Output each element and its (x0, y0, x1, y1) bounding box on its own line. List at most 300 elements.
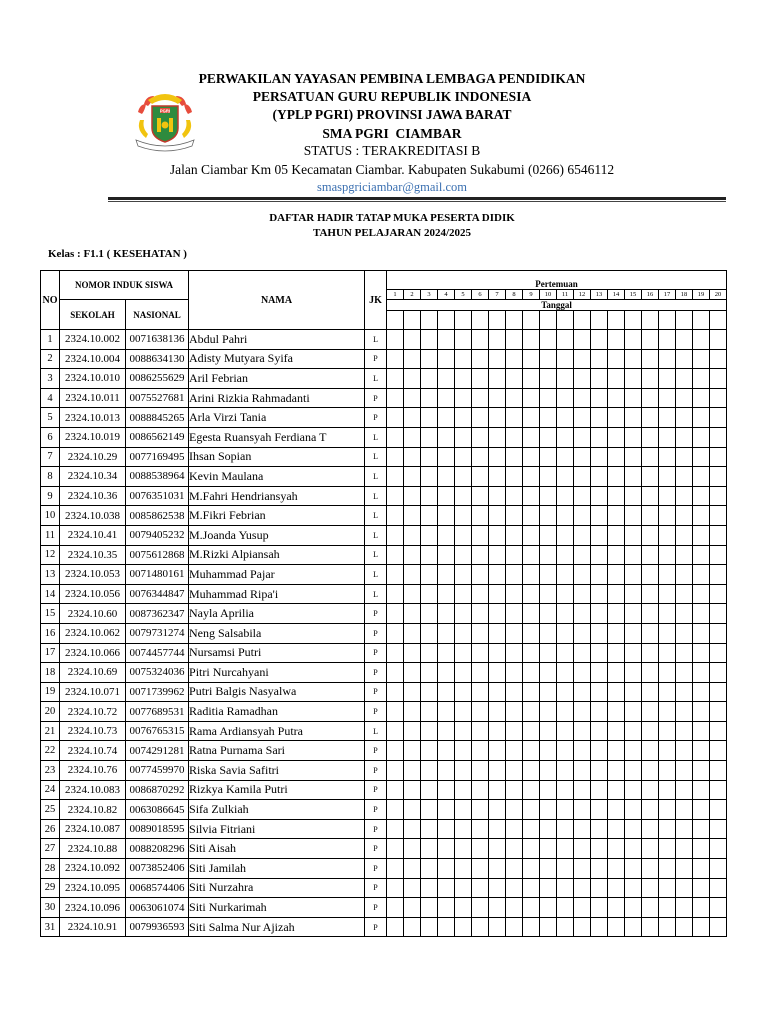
attendance-cell[interactable] (455, 408, 472, 428)
attendance-cell[interactable] (404, 584, 421, 604)
attendance-cell[interactable] (387, 369, 404, 389)
attendance-cell[interactable] (693, 506, 710, 526)
attendance-cell[interactable] (574, 800, 591, 820)
attendance-cell[interactable] (404, 741, 421, 761)
attendance-cell[interactable] (676, 859, 693, 879)
attendance-cell[interactable] (625, 878, 642, 898)
attendance-cell[interactable] (642, 780, 659, 800)
attendance-cell[interactable] (710, 525, 727, 545)
attendance-cell[interactable] (710, 859, 727, 879)
attendance-cell[interactable] (642, 388, 659, 408)
attendance-cell[interactable] (387, 447, 404, 467)
attendance-cell[interactable] (557, 682, 574, 702)
attendance-cell[interactable] (693, 819, 710, 839)
attendance-cell[interactable] (710, 565, 727, 585)
date-cell[interactable] (676, 311, 693, 330)
attendance-cell[interactable] (642, 643, 659, 663)
attendance-cell[interactable] (676, 780, 693, 800)
attendance-cell[interactable] (387, 643, 404, 663)
attendance-cell[interactable] (540, 643, 557, 663)
attendance-cell[interactable] (676, 388, 693, 408)
attendance-cell[interactable] (693, 349, 710, 369)
attendance-cell[interactable] (387, 467, 404, 487)
attendance-cell[interactable] (421, 839, 438, 859)
attendance-cell[interactable] (489, 525, 506, 545)
attendance-cell[interactable] (642, 369, 659, 389)
attendance-cell[interactable] (642, 330, 659, 350)
attendance-cell[interactable] (574, 349, 591, 369)
attendance-cell[interactable] (608, 780, 625, 800)
attendance-cell[interactable] (591, 525, 608, 545)
attendance-cell[interactable] (693, 780, 710, 800)
attendance-cell[interactable] (455, 839, 472, 859)
attendance-cell[interactable] (421, 349, 438, 369)
attendance-cell[interactable] (557, 643, 574, 663)
attendance-cell[interactable] (506, 623, 523, 643)
attendance-cell[interactable] (625, 447, 642, 467)
attendance-cell[interactable] (506, 878, 523, 898)
attendance-cell[interactable] (710, 349, 727, 369)
attendance-cell[interactable] (591, 447, 608, 467)
attendance-cell[interactable] (404, 663, 421, 683)
date-cell[interactable] (506, 311, 523, 330)
attendance-cell[interactable] (540, 917, 557, 937)
attendance-cell[interactable] (642, 898, 659, 918)
attendance-cell[interactable] (642, 349, 659, 369)
attendance-cell[interactable] (421, 898, 438, 918)
attendance-cell[interactable] (642, 800, 659, 820)
attendance-cell[interactable] (540, 819, 557, 839)
attendance-cell[interactable] (693, 878, 710, 898)
attendance-cell[interactable] (523, 330, 540, 350)
attendance-cell[interactable] (540, 545, 557, 565)
attendance-cell[interactable] (404, 525, 421, 545)
attendance-cell[interactable] (676, 369, 693, 389)
attendance-cell[interactable] (540, 741, 557, 761)
attendance-cell[interactable] (523, 604, 540, 624)
attendance-cell[interactable] (574, 486, 591, 506)
attendance-cell[interactable] (557, 604, 574, 624)
attendance-cell[interactable] (523, 408, 540, 428)
attendance-cell[interactable] (659, 702, 676, 722)
attendance-cell[interactable] (693, 643, 710, 663)
attendance-cell[interactable] (608, 663, 625, 683)
attendance-cell[interactable] (455, 584, 472, 604)
attendance-cell[interactable] (387, 330, 404, 350)
attendance-cell[interactable] (455, 349, 472, 369)
attendance-cell[interactable] (574, 780, 591, 800)
attendance-cell[interactable] (608, 623, 625, 643)
attendance-cell[interactable] (387, 584, 404, 604)
attendance-cell[interactable] (676, 761, 693, 781)
attendance-cell[interactable] (642, 819, 659, 839)
attendance-cell[interactable] (404, 643, 421, 663)
attendance-cell[interactable] (591, 761, 608, 781)
attendance-cell[interactable] (591, 859, 608, 879)
attendance-cell[interactable] (387, 878, 404, 898)
attendance-cell[interactable] (608, 819, 625, 839)
attendance-cell[interactable] (642, 506, 659, 526)
attendance-cell[interactable] (387, 604, 404, 624)
attendance-cell[interactable] (472, 721, 489, 741)
attendance-cell[interactable] (540, 604, 557, 624)
attendance-cell[interactable] (710, 780, 727, 800)
attendance-cell[interactable] (506, 525, 523, 545)
attendance-cell[interactable] (676, 427, 693, 447)
attendance-cell[interactable] (455, 819, 472, 839)
attendance-cell[interactable] (506, 565, 523, 585)
attendance-cell[interactable] (421, 565, 438, 585)
attendance-cell[interactable] (455, 388, 472, 408)
attendance-cell[interactable] (523, 584, 540, 604)
attendance-cell[interactable] (642, 702, 659, 722)
attendance-cell[interactable] (608, 525, 625, 545)
attendance-cell[interactable] (574, 623, 591, 643)
attendance-cell[interactable] (574, 761, 591, 781)
date-cell[interactable] (455, 311, 472, 330)
attendance-cell[interactable] (710, 388, 727, 408)
attendance-cell[interactable] (710, 878, 727, 898)
attendance-cell[interactable] (387, 721, 404, 741)
attendance-cell[interactable] (489, 467, 506, 487)
attendance-cell[interactable] (438, 565, 455, 585)
attendance-cell[interactable] (489, 663, 506, 683)
attendance-cell[interactable] (523, 643, 540, 663)
attendance-cell[interactable] (625, 369, 642, 389)
attendance-cell[interactable] (438, 721, 455, 741)
attendance-cell[interactable] (625, 330, 642, 350)
attendance-cell[interactable] (659, 682, 676, 702)
attendance-cell[interactable] (557, 878, 574, 898)
attendance-cell[interactable] (472, 623, 489, 643)
attendance-cell[interactable] (455, 369, 472, 389)
attendance-cell[interactable] (438, 741, 455, 761)
attendance-cell[interactable] (523, 839, 540, 859)
attendance-cell[interactable] (574, 898, 591, 918)
attendance-cell[interactable] (438, 427, 455, 447)
attendance-cell[interactable] (625, 408, 642, 428)
attendance-cell[interactable] (523, 486, 540, 506)
attendance-cell[interactable] (540, 369, 557, 389)
attendance-cell[interactable] (489, 839, 506, 859)
attendance-cell[interactable] (438, 761, 455, 781)
attendance-cell[interactable] (608, 741, 625, 761)
attendance-cell[interactable] (574, 467, 591, 487)
attendance-cell[interactable] (557, 761, 574, 781)
attendance-cell[interactable] (472, 330, 489, 350)
attendance-cell[interactable] (540, 780, 557, 800)
attendance-cell[interactable] (404, 388, 421, 408)
attendance-cell[interactable] (472, 467, 489, 487)
attendance-cell[interactable] (642, 761, 659, 781)
attendance-cell[interactable] (574, 525, 591, 545)
attendance-cell[interactable] (387, 408, 404, 428)
date-cell[interactable] (608, 311, 625, 330)
attendance-cell[interactable] (523, 761, 540, 781)
attendance-cell[interactable] (523, 388, 540, 408)
attendance-cell[interactable] (387, 917, 404, 937)
attendance-cell[interactable] (557, 721, 574, 741)
attendance-cell[interactable] (710, 761, 727, 781)
school-email-link[interactable]: smaspgriciambar@gmail.com (316, 180, 467, 194)
attendance-cell[interactable] (387, 545, 404, 565)
attendance-cell[interactable] (472, 427, 489, 447)
date-cell[interactable] (523, 311, 540, 330)
attendance-cell[interactable] (642, 565, 659, 585)
attendance-cell[interactable] (506, 447, 523, 467)
attendance-cell[interactable] (455, 525, 472, 545)
attendance-cell[interactable] (710, 369, 727, 389)
attendance-cell[interactable] (472, 859, 489, 879)
attendance-cell[interactable] (387, 349, 404, 369)
attendance-cell[interactable] (710, 467, 727, 487)
attendance-cell[interactable] (693, 839, 710, 859)
attendance-cell[interactable] (421, 663, 438, 683)
attendance-cell[interactable] (659, 859, 676, 879)
attendance-cell[interactable] (438, 702, 455, 722)
attendance-cell[interactable] (387, 819, 404, 839)
attendance-cell[interactable] (676, 545, 693, 565)
date-cell[interactable] (472, 311, 489, 330)
attendance-cell[interactable] (489, 898, 506, 918)
attendance-cell[interactable] (455, 917, 472, 937)
attendance-cell[interactable] (557, 800, 574, 820)
attendance-cell[interactable] (710, 839, 727, 859)
date-cell[interactable] (404, 311, 421, 330)
attendance-cell[interactable] (693, 467, 710, 487)
attendance-cell[interactable] (574, 917, 591, 937)
attendance-cell[interactable] (608, 604, 625, 624)
attendance-cell[interactable] (693, 604, 710, 624)
attendance-cell[interactable] (676, 623, 693, 643)
attendance-cell[interactable] (659, 486, 676, 506)
attendance-cell[interactable] (472, 780, 489, 800)
attendance-cell[interactable] (455, 643, 472, 663)
attendance-cell[interactable] (676, 898, 693, 918)
attendance-cell[interactable] (472, 604, 489, 624)
attendance-cell[interactable] (676, 584, 693, 604)
date-cell[interactable] (693, 311, 710, 330)
attendance-cell[interactable] (642, 623, 659, 643)
attendance-cell[interactable] (608, 447, 625, 467)
attendance-cell[interactable] (523, 447, 540, 467)
date-cell[interactable] (591, 311, 608, 330)
attendance-cell[interactable] (472, 447, 489, 467)
attendance-cell[interactable] (642, 545, 659, 565)
attendance-cell[interactable] (693, 800, 710, 820)
attendance-cell[interactable] (421, 604, 438, 624)
attendance-cell[interactable] (659, 506, 676, 526)
attendance-cell[interactable] (591, 917, 608, 937)
attendance-cell[interactable] (506, 369, 523, 389)
attendance-cell[interactable] (710, 604, 727, 624)
attendance-cell[interactable] (404, 545, 421, 565)
attendance-cell[interactable] (472, 741, 489, 761)
attendance-cell[interactable] (591, 467, 608, 487)
attendance-cell[interactable] (540, 486, 557, 506)
attendance-cell[interactable] (421, 780, 438, 800)
attendance-cell[interactable] (676, 839, 693, 859)
attendance-cell[interactable] (574, 447, 591, 467)
attendance-cell[interactable] (472, 643, 489, 663)
attendance-cell[interactable] (506, 859, 523, 879)
attendance-cell[interactable] (591, 545, 608, 565)
attendance-cell[interactable] (506, 663, 523, 683)
attendance-cell[interactable] (676, 682, 693, 702)
attendance-cell[interactable] (591, 819, 608, 839)
attendance-cell[interactable] (693, 584, 710, 604)
attendance-cell[interactable] (489, 584, 506, 604)
attendance-cell[interactable] (438, 486, 455, 506)
attendance-cell[interactable] (540, 663, 557, 683)
attendance-cell[interactable] (676, 643, 693, 663)
attendance-cell[interactable] (472, 349, 489, 369)
attendance-cell[interactable] (591, 565, 608, 585)
date-cell[interactable] (387, 311, 404, 330)
attendance-cell[interactable] (489, 506, 506, 526)
attendance-cell[interactable] (540, 506, 557, 526)
attendance-cell[interactable] (523, 780, 540, 800)
attendance-cell[interactable] (523, 663, 540, 683)
date-cell[interactable] (642, 311, 659, 330)
attendance-cell[interactable] (557, 584, 574, 604)
attendance-cell[interactable] (421, 761, 438, 781)
attendance-cell[interactable] (489, 486, 506, 506)
attendance-cell[interactable] (625, 702, 642, 722)
attendance-cell[interactable] (455, 467, 472, 487)
attendance-cell[interactable] (506, 349, 523, 369)
attendance-cell[interactable] (574, 839, 591, 859)
attendance-cell[interactable] (710, 408, 727, 428)
attendance-cell[interactable] (557, 330, 574, 350)
attendance-cell[interactable] (574, 584, 591, 604)
attendance-cell[interactable] (608, 506, 625, 526)
attendance-cell[interactable] (489, 623, 506, 643)
attendance-cell[interactable] (438, 584, 455, 604)
attendance-cell[interactable] (608, 565, 625, 585)
attendance-cell[interactable] (506, 917, 523, 937)
attendance-cell[interactable] (574, 506, 591, 526)
attendance-cell[interactable] (438, 525, 455, 545)
date-cell[interactable] (625, 311, 642, 330)
attendance-cell[interactable] (472, 917, 489, 937)
attendance-cell[interactable] (506, 486, 523, 506)
attendance-cell[interactable] (608, 330, 625, 350)
attendance-cell[interactable] (404, 878, 421, 898)
attendance-cell[interactable] (710, 584, 727, 604)
attendance-cell[interactable] (557, 486, 574, 506)
attendance-cell[interactable] (557, 506, 574, 526)
attendance-cell[interactable] (421, 427, 438, 447)
attendance-cell[interactable] (472, 565, 489, 585)
attendance-cell[interactable] (608, 408, 625, 428)
attendance-cell[interactable] (506, 408, 523, 428)
attendance-cell[interactable] (523, 878, 540, 898)
attendance-cell[interactable] (676, 565, 693, 585)
attendance-cell[interactable] (557, 447, 574, 467)
attendance-cell[interactable] (489, 330, 506, 350)
attendance-cell[interactable] (421, 408, 438, 428)
attendance-cell[interactable] (455, 604, 472, 624)
attendance-cell[interactable] (591, 780, 608, 800)
attendance-cell[interactable] (489, 819, 506, 839)
attendance-cell[interactable] (404, 839, 421, 859)
attendance-cell[interactable] (591, 702, 608, 722)
attendance-cell[interactable] (710, 682, 727, 702)
attendance-cell[interactable] (710, 643, 727, 663)
attendance-cell[interactable] (557, 369, 574, 389)
attendance-cell[interactable] (506, 330, 523, 350)
attendance-cell[interactable] (387, 702, 404, 722)
attendance-cell[interactable] (710, 721, 727, 741)
attendance-cell[interactable] (608, 761, 625, 781)
attendance-cell[interactable] (659, 525, 676, 545)
attendance-cell[interactable] (540, 584, 557, 604)
attendance-cell[interactable] (625, 819, 642, 839)
attendance-cell[interactable] (506, 545, 523, 565)
attendance-cell[interactable] (489, 780, 506, 800)
attendance-cell[interactable] (455, 859, 472, 879)
attendance-cell[interactable] (574, 565, 591, 585)
attendance-cell[interactable] (404, 330, 421, 350)
attendance-cell[interactable] (438, 663, 455, 683)
attendance-cell[interactable] (642, 839, 659, 859)
attendance-cell[interactable] (523, 565, 540, 585)
attendance-cell[interactable] (523, 369, 540, 389)
date-cell[interactable] (659, 311, 676, 330)
attendance-cell[interactable] (625, 565, 642, 585)
attendance-cell[interactable] (404, 427, 421, 447)
attendance-cell[interactable] (387, 741, 404, 761)
attendance-cell[interactable] (404, 369, 421, 389)
attendance-cell[interactable] (540, 388, 557, 408)
attendance-cell[interactable] (574, 741, 591, 761)
attendance-cell[interactable] (557, 427, 574, 447)
attendance-cell[interactable] (659, 408, 676, 428)
attendance-cell[interactable] (506, 584, 523, 604)
attendance-cell[interactable] (608, 917, 625, 937)
attendance-cell[interactable] (421, 525, 438, 545)
attendance-cell[interactable] (438, 780, 455, 800)
attendance-cell[interactable] (608, 643, 625, 663)
attendance-cell[interactable] (387, 565, 404, 585)
attendance-cell[interactable] (676, 330, 693, 350)
attendance-cell[interactable] (540, 447, 557, 467)
attendance-cell[interactable] (387, 427, 404, 447)
attendance-cell[interactable] (574, 819, 591, 839)
attendance-cell[interactable] (659, 584, 676, 604)
attendance-cell[interactable] (404, 819, 421, 839)
attendance-cell[interactable] (421, 682, 438, 702)
attendance-cell[interactable] (625, 898, 642, 918)
attendance-cell[interactable] (557, 388, 574, 408)
attendance-cell[interactable] (506, 741, 523, 761)
attendance-cell[interactable] (523, 721, 540, 741)
attendance-cell[interactable] (710, 819, 727, 839)
attendance-cell[interactable] (455, 663, 472, 683)
attendance-cell[interactable] (540, 330, 557, 350)
date-cell[interactable] (421, 311, 438, 330)
attendance-cell[interactable] (625, 682, 642, 702)
attendance-cell[interactable] (574, 545, 591, 565)
attendance-cell[interactable] (557, 859, 574, 879)
attendance-cell[interactable] (455, 447, 472, 467)
attendance-cell[interactable] (421, 800, 438, 820)
attendance-cell[interactable] (625, 643, 642, 663)
attendance-cell[interactable] (557, 819, 574, 839)
attendance-cell[interactable] (710, 506, 727, 526)
attendance-cell[interactable] (387, 859, 404, 879)
